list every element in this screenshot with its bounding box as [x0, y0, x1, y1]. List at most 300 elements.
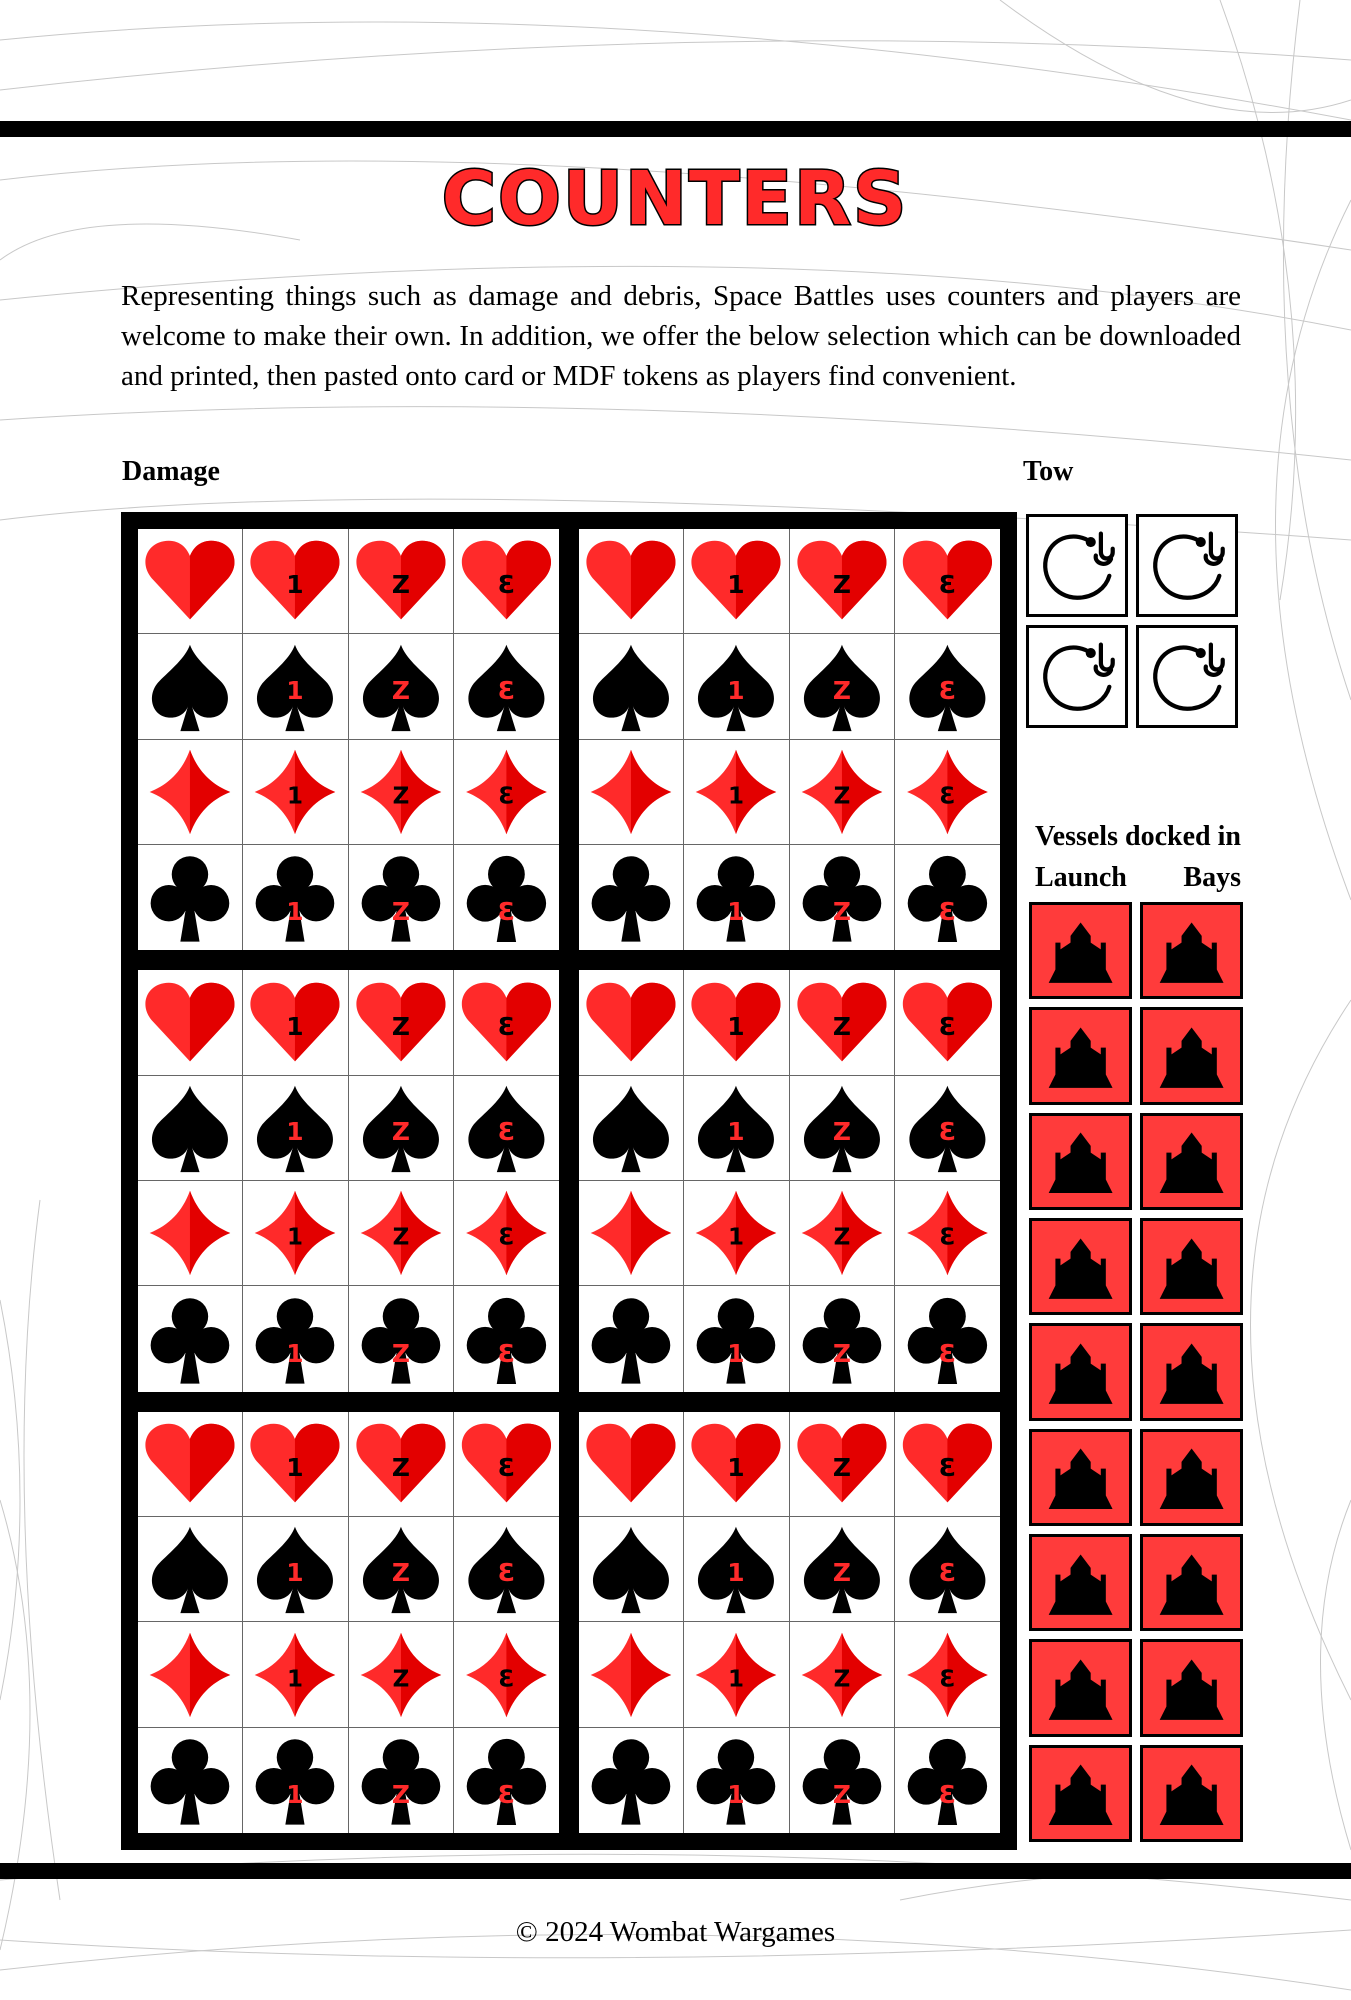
diamond-icon [142, 1627, 238, 1723]
damage-panel [134, 1408, 563, 1837]
top-rule [0, 121, 1351, 137]
docked-ship-icon [1147, 1014, 1236, 1098]
spade-icon [688, 1521, 784, 1617]
tow-counter-sheet [1026, 514, 1238, 728]
diamond-icon [583, 1185, 679, 1281]
docked-counter [1029, 902, 1132, 999]
svg-text:Ɛ: Ɛ [497, 569, 516, 599]
svg-text:Z: Z [392, 1665, 409, 1692]
spade-icon [353, 639, 449, 735]
docked-ship-icon [1147, 1330, 1236, 1414]
damage-counter-spade-2 [349, 1076, 454, 1181]
damage-counter-sheet [121, 512, 1017, 1850]
docked-counter [1140, 1639, 1243, 1736]
tow-hook-icon [1035, 523, 1119, 608]
damage-counter-heart-2 [349, 970, 454, 1075]
damage-counter-club-1 [243, 845, 348, 950]
damage-panel [575, 1408, 1004, 1837]
docked-ship-icon [1147, 1225, 1236, 1309]
svg-text:Z: Z [833, 783, 850, 810]
damage-counter-heart [579, 970, 684, 1075]
damage-counter-club-3 [454, 845, 559, 950]
svg-text:Z: Z [833, 1665, 850, 1692]
damage-counter-club-2 [349, 1728, 454, 1833]
damage-counter-diamond-3 [895, 1622, 1000, 1727]
heart-icon [458, 975, 555, 1071]
svg-text:1: 1 [728, 1224, 745, 1251]
svg-text:Ɛ: Ɛ [498, 1224, 515, 1251]
damage-counter-club-3 [895, 1286, 1000, 1391]
club-icon [583, 1291, 679, 1388]
docked-ship-icon [1147, 1646, 1236, 1730]
damage-counter-diamond-1 [684, 740, 789, 845]
svg-text:Ɛ: Ɛ [938, 1557, 957, 1587]
svg-text:1: 1 [286, 1452, 305, 1482]
damage-counter-diamond-2 [790, 1181, 895, 1286]
svg-text:1: 1 [727, 1338, 746, 1368]
svg-text:1: 1 [286, 897, 305, 927]
heart-icon [688, 1416, 784, 1512]
damage-counter-diamond-1 [243, 1622, 348, 1727]
tow-counter [1026, 514, 1128, 617]
diamond-icon [583, 744, 679, 840]
svg-text:COUNTERS: COUNTERS [441, 156, 909, 236]
club-icon [353, 849, 449, 946]
docked-counter [1140, 1323, 1243, 1420]
diamond-icon [458, 1627, 555, 1723]
svg-text:Ɛ: Ɛ [498, 1665, 515, 1692]
svg-text:Ɛ: Ɛ [497, 1452, 516, 1482]
svg-text:Ɛ: Ɛ [497, 1338, 516, 1368]
damage-counter-club-1 [684, 1728, 789, 1833]
damage-counter-heart-3 [895, 529, 1000, 634]
spade-icon [247, 639, 343, 735]
club-icon [142, 1732, 238, 1829]
damage-counter-club [579, 845, 684, 950]
club-icon [899, 849, 996, 946]
svg-text:Z: Z [832, 1116, 851, 1146]
svg-text:1: 1 [286, 1011, 305, 1041]
heart-icon [247, 975, 343, 1071]
heart-icon [142, 975, 238, 1071]
spade-icon [247, 1080, 343, 1176]
damage-counter-club-1 [684, 1286, 789, 1391]
damage-counter-club-2 [349, 1286, 454, 1391]
spade-icon [142, 1521, 238, 1617]
bottom-rule [0, 1863, 1351, 1879]
damage-counter-club [138, 1286, 243, 1391]
damage-counter-club-1 [243, 1286, 348, 1391]
svg-text:Ɛ: Ɛ [939, 783, 956, 810]
diamond-icon [899, 1185, 996, 1281]
docked-ship-icon [1036, 1751, 1125, 1835]
damage-counter-heart-2 [790, 1412, 895, 1517]
heart-icon [899, 975, 996, 1071]
damage-counter-diamond-3 [895, 740, 1000, 845]
svg-text:1: 1 [727, 1557, 746, 1587]
damage-counter-diamond-1 [684, 1622, 789, 1727]
damage-counter-spade [138, 634, 243, 739]
svg-text:Ɛ: Ɛ [938, 1338, 957, 1368]
heart-icon [247, 1416, 343, 1512]
diamond-icon [583, 1627, 679, 1723]
damage-counter-spade-2 [349, 1517, 454, 1622]
damage-counter-heart-1 [684, 1412, 789, 1517]
damage-counter-heart [579, 1412, 684, 1517]
svg-text:1: 1 [727, 675, 746, 705]
svg-text:1: 1 [286, 675, 305, 705]
damage-counter-spade-1 [243, 1076, 348, 1181]
damage-counter-diamond-1 [243, 1181, 348, 1286]
damage-counter-heart-2 [349, 1412, 454, 1517]
club-icon [794, 1291, 890, 1388]
svg-text:Ɛ: Ɛ [939, 1224, 956, 1251]
docked-counter [1140, 1429, 1243, 1526]
damage-counter-diamond-2 [790, 740, 895, 845]
spade-icon [794, 639, 890, 735]
spade-icon [458, 639, 555, 735]
damage-counter-spade-2 [790, 634, 895, 739]
club-icon [247, 1291, 343, 1388]
damage-counter-heart [138, 529, 243, 634]
svg-text:Z: Z [832, 1779, 851, 1809]
tow-hook-icon [1035, 634, 1119, 719]
club-icon [583, 849, 679, 946]
damage-counter-spade-3 [454, 1517, 559, 1622]
tow-counter [1026, 625, 1128, 728]
diamond-icon [688, 1627, 784, 1723]
docked-ship-icon [1036, 1435, 1125, 1519]
damage-counter-spade-1 [243, 1517, 348, 1622]
docked-ship-icon [1036, 1225, 1125, 1309]
spade-icon [458, 1080, 555, 1176]
docked-counter [1029, 1429, 1132, 1526]
svg-text:1: 1 [286, 1338, 305, 1368]
damage-counter-heart-3 [454, 1412, 559, 1517]
club-icon [142, 1291, 238, 1388]
diamond-icon [794, 1185, 890, 1281]
club-icon [353, 1732, 449, 1829]
heart-icon [688, 975, 784, 1071]
docked-ship-icon [1147, 909, 1236, 993]
heart-icon [794, 975, 890, 1071]
svg-text:Ɛ: Ɛ [938, 1452, 957, 1482]
diamond-icon [688, 744, 784, 840]
club-icon [458, 1732, 555, 1829]
docked-counter [1029, 1007, 1132, 1104]
damage-counter-diamond [138, 1181, 243, 1286]
damage-counter-spade [138, 1517, 243, 1622]
spade-icon [353, 1521, 449, 1617]
damage-counter-heart [138, 1412, 243, 1517]
damage-counter-heart-1 [243, 529, 348, 634]
svg-text:1: 1 [727, 1452, 746, 1482]
docked-counter [1029, 1323, 1132, 1420]
docked-ship-icon [1036, 1330, 1125, 1414]
damage-counter-club-3 [454, 1728, 559, 1833]
heart-icon [247, 533, 343, 629]
damage-counter-heart-1 [684, 529, 789, 634]
svg-text:Z: Z [391, 1011, 410, 1041]
damage-counter-spade [579, 1076, 684, 1181]
docked-counter [1029, 1745, 1132, 1842]
svg-text:Ɛ: Ɛ [938, 897, 957, 927]
svg-text:1: 1 [286, 1779, 305, 1809]
damage-counter-heart-1 [243, 970, 348, 1075]
heart-icon [142, 533, 238, 629]
damage-counter-diamond-2 [349, 1181, 454, 1286]
page-title [400, 150, 951, 236]
svg-text:1: 1 [287, 1665, 304, 1692]
club-icon [688, 849, 784, 946]
svg-text:Z: Z [391, 1557, 410, 1587]
damage-counter-club-1 [684, 845, 789, 950]
tow-hook-icon [1145, 523, 1229, 608]
diamond-icon [458, 1185, 555, 1281]
svg-text:Z: Z [392, 783, 409, 810]
docked-ship-icon [1036, 1014, 1125, 1098]
docked-counter [1140, 1745, 1243, 1842]
diamond-icon [794, 1627, 890, 1723]
damage-counter-club [579, 1286, 684, 1391]
club-icon [794, 1732, 890, 1829]
club-icon [899, 1291, 996, 1388]
svg-text:Z: Z [832, 1011, 851, 1041]
svg-text:Z: Z [832, 1557, 851, 1587]
damage-counter-spade-3 [895, 1517, 1000, 1622]
damage-counter-spade-2 [349, 634, 454, 739]
spade-icon [458, 1521, 555, 1617]
svg-text:Z: Z [832, 675, 851, 705]
svg-text:Z: Z [391, 675, 410, 705]
damage-counter-club [579, 1728, 684, 1833]
club-icon [247, 849, 343, 946]
damage-counter-club [138, 1728, 243, 1833]
spade-icon [353, 1080, 449, 1176]
diamond-icon [142, 744, 238, 840]
damage-counter-heart [579, 529, 684, 634]
damage-counter-diamond [579, 740, 684, 845]
launch-bay-counter-sheet [1029, 902, 1243, 1842]
svg-text:Z: Z [391, 569, 410, 599]
docked-counter [1029, 1534, 1132, 1631]
spade-icon [142, 1080, 238, 1176]
damage-counter-club-2 [790, 1286, 895, 1391]
damage-counter-diamond-2 [790, 1622, 895, 1727]
damage-counter-spade-3 [895, 634, 1000, 739]
club-icon [688, 1732, 784, 1829]
svg-text:Ɛ: Ɛ [497, 1116, 516, 1146]
damage-counter-spade-2 [790, 1076, 895, 1181]
heart-icon [899, 1416, 996, 1512]
damage-counter-spade-3 [454, 1076, 559, 1181]
damage-counter-diamond-1 [684, 1181, 789, 1286]
svg-text:Z: Z [391, 1116, 410, 1146]
damage-counter-club-2 [349, 845, 454, 950]
damage-counter-diamond-2 [349, 1622, 454, 1727]
diamond-icon [247, 1185, 343, 1281]
heart-icon [353, 533, 449, 629]
svg-text:Ɛ: Ɛ [497, 675, 516, 705]
damage-counter-heart [138, 970, 243, 1075]
club-icon [899, 1732, 996, 1829]
damage-counter-diamond-1 [243, 740, 348, 845]
svg-text:Ɛ: Ɛ [938, 1779, 957, 1809]
svg-text:Z: Z [392, 1224, 409, 1251]
heart-icon [458, 1416, 555, 1512]
docked-counter [1029, 1218, 1132, 1315]
heart-icon [688, 533, 784, 629]
damage-counter-diamond-3 [454, 1622, 559, 1727]
svg-text:1: 1 [727, 1011, 746, 1041]
docked-ship-icon [1036, 1541, 1125, 1625]
docked-ship-icon [1147, 1119, 1236, 1203]
damage-counter-diamond-3 [895, 1181, 1000, 1286]
damage-counter-spade [138, 1076, 243, 1181]
damage-counter-diamond-3 [454, 740, 559, 845]
damage-counter-spade-3 [454, 634, 559, 739]
intro-paragraph: Representing things such as damage and debris, Space Battles uses counters and players are welcome to make their own. In addition, we offer the below selection which can be downloaded and printed, then pasted onto card or MDF tokens as players find convenient. [121, 280, 1241, 392]
damage-panel [134, 966, 563, 1395]
svg-text:Z: Z [391, 1779, 410, 1809]
damage-counter-heart-2 [349, 529, 454, 634]
docked-counter [1140, 1007, 1243, 1104]
club-icon [142, 849, 238, 946]
heart-icon [583, 533, 679, 629]
svg-text:Ɛ: Ɛ [938, 675, 957, 705]
diamond-icon [353, 1627, 449, 1723]
damage-counter-heart-3 [895, 1412, 1000, 1517]
damage-counter-diamond-2 [349, 740, 454, 845]
damage-counter-diamond [579, 1622, 684, 1727]
svg-text:Z: Z [832, 897, 851, 927]
tow-hook-icon [1145, 634, 1229, 719]
docked-counter [1140, 1113, 1243, 1210]
diamond-icon [353, 744, 449, 840]
club-icon [688, 1291, 784, 1388]
diamond-icon [247, 744, 343, 840]
damage-counter-diamond-3 [454, 1181, 559, 1286]
docked-ship-icon [1147, 1541, 1236, 1625]
svg-text:Ɛ: Ɛ [938, 569, 957, 599]
heart-icon [142, 1416, 238, 1512]
damage-counter-spade-1 [684, 634, 789, 739]
club-icon [247, 1732, 343, 1829]
diamond-icon [688, 1185, 784, 1281]
damage-counter-club-2 [790, 845, 895, 950]
spade-icon [688, 1080, 784, 1176]
tow-section-label: Tow [1023, 456, 1074, 487]
diamond-icon [899, 744, 996, 840]
docked-counter [1140, 902, 1243, 999]
svg-text:Ɛ: Ɛ [497, 1011, 516, 1041]
svg-text:Ɛ: Ɛ [938, 1116, 957, 1146]
damage-counter-heart-2 [790, 970, 895, 1075]
damage-counter-spade-1 [684, 1517, 789, 1622]
damage-panel [134, 525, 563, 954]
diamond-icon [458, 744, 555, 840]
svg-text:1: 1 [286, 1557, 305, 1587]
heart-icon [353, 975, 449, 1071]
docked-counter [1029, 1639, 1132, 1736]
club-icon [458, 849, 555, 946]
diamond-icon [794, 744, 890, 840]
docked-counter [1140, 1534, 1243, 1631]
damage-counter-club-3 [454, 1286, 559, 1391]
damage-counter-spade-2 [790, 1517, 895, 1622]
docked-ship-icon [1147, 1751, 1236, 1835]
damage-counter-diamond [138, 1622, 243, 1727]
svg-text:1: 1 [286, 1116, 305, 1146]
spade-icon [583, 1521, 679, 1617]
damage-counter-heart-3 [454, 529, 559, 634]
heart-icon [583, 975, 679, 1071]
docked-section-label: Vessels docked in Launch Bays [1035, 821, 1241, 893]
svg-text:1: 1 [286, 569, 305, 599]
heart-icon [353, 1416, 449, 1512]
svg-text:1: 1 [727, 1779, 746, 1809]
damage-counter-diamond [579, 1181, 684, 1286]
docked-ship-icon [1036, 1119, 1125, 1203]
damage-counter-heart-1 [243, 1412, 348, 1517]
docked-ship-icon [1036, 909, 1125, 993]
diamond-icon [899, 1627, 996, 1723]
docked-counter [1140, 1218, 1243, 1315]
heart-icon [899, 533, 996, 629]
club-icon [794, 849, 890, 946]
diamond-icon [247, 1627, 343, 1723]
damage-panel [575, 966, 1004, 1395]
spade-icon [899, 1080, 996, 1176]
svg-text:Ɛ: Ɛ [498, 783, 515, 810]
damage-counter-club-3 [895, 845, 1000, 950]
svg-text:Z: Z [391, 897, 410, 927]
svg-text:Z: Z [832, 1452, 851, 1482]
damage-counter-club-1 [243, 1728, 348, 1833]
docked-ship-icon [1147, 1435, 1236, 1519]
club-icon [583, 1732, 679, 1829]
svg-text:Z: Z [833, 1224, 850, 1251]
heart-icon [458, 533, 555, 629]
docked-counter [1029, 1113, 1132, 1210]
svg-text:1: 1 [728, 1665, 745, 1692]
svg-text:1: 1 [287, 783, 304, 810]
tow-counter [1136, 514, 1238, 617]
heart-icon [794, 1416, 890, 1512]
damage-counter-spade-1 [243, 634, 348, 739]
spade-icon [142, 639, 238, 735]
damage-counter-club-2 [790, 1728, 895, 1833]
svg-text:1: 1 [727, 1116, 746, 1146]
damage-counter-club [138, 845, 243, 950]
heart-icon [583, 1416, 679, 1512]
spade-icon [247, 1521, 343, 1617]
svg-text:Ɛ: Ɛ [497, 1779, 516, 1809]
svg-text:Z: Z [832, 1338, 851, 1368]
svg-text:Z: Z [832, 569, 851, 599]
damage-section-label: Damage [122, 456, 220, 487]
heart-icon [794, 533, 890, 629]
damage-counter-spade [579, 1517, 684, 1622]
damage-counter-heart-3 [895, 970, 1000, 1075]
svg-text:Z: Z [391, 1338, 410, 1368]
damage-counter-heart-1 [684, 970, 789, 1075]
spade-icon [794, 1080, 890, 1176]
damage-counter-heart-2 [790, 529, 895, 634]
spade-icon [583, 1080, 679, 1176]
docked-ship-icon [1036, 1646, 1125, 1730]
damage-panel [575, 525, 1004, 954]
